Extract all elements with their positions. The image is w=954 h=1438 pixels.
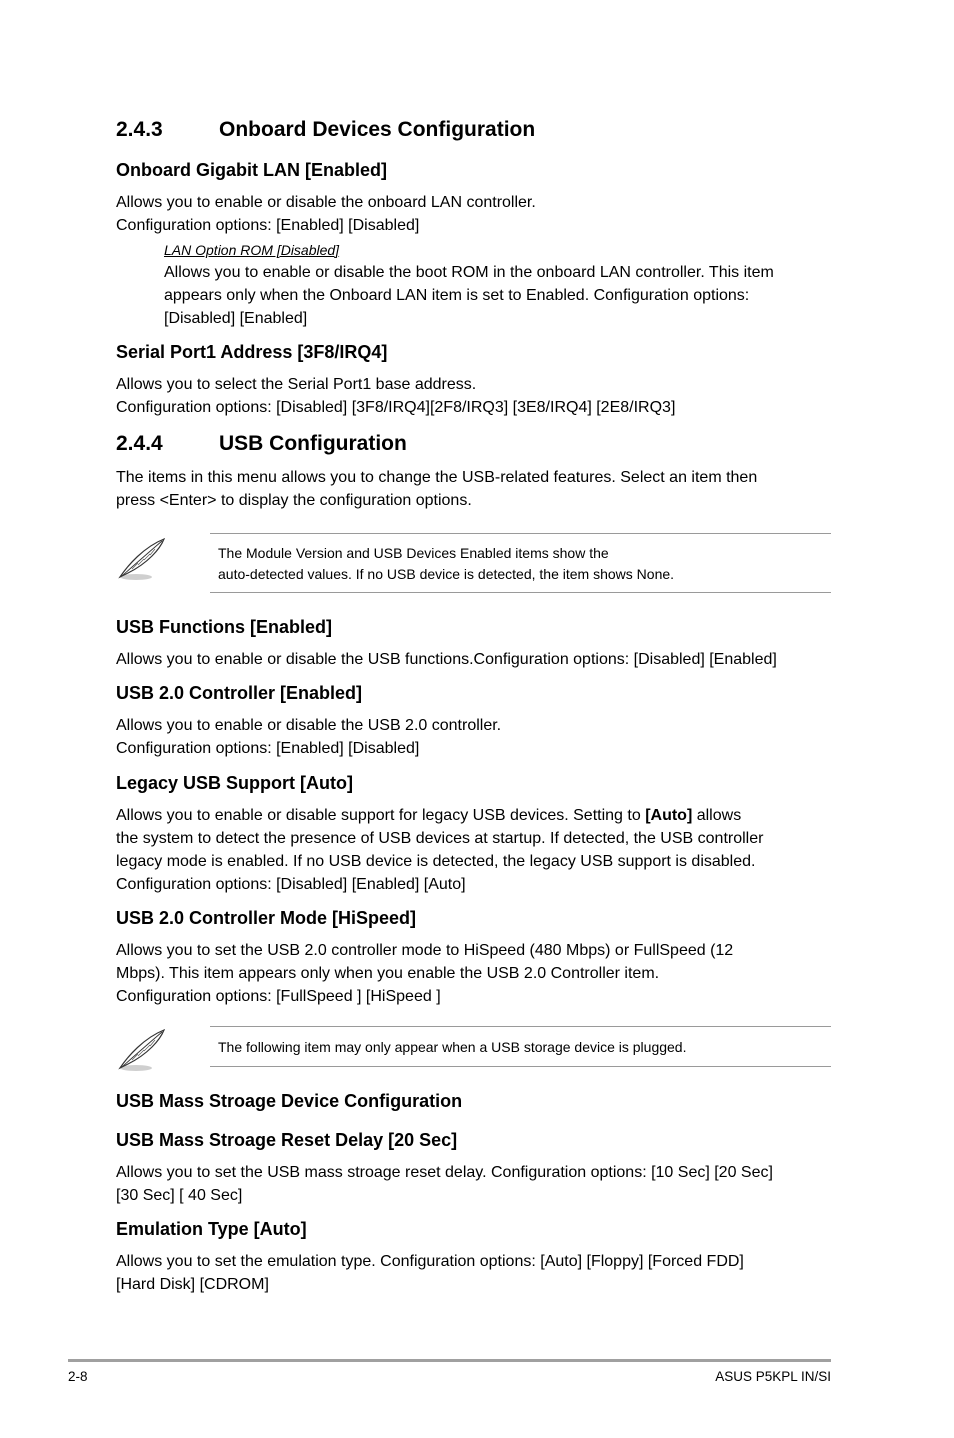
feather-quill-icon <box>114 1026 170 1074</box>
note-text-2: auto-detected values. If no USB device is detected, the item shows None. <box>218 566 675 582</box>
emulation-type-heading: Emulation Type [Auto] <box>116 1219 307 1239</box>
emulation-type-desc-1: Allows you to set the emulation type. Configuration options: [Auto] [Floppy] [Forced FDD] <box>116 1253 744 1270</box>
usb20-mode-desc-3: Configuration options: [FullSpeed ] [HiSpeed ] <box>116 988 441 1005</box>
lan-option-rom-desc-1: Allows you to enable or disable the boot ROM in the onboard LAN controller. This item <box>164 264 774 281</box>
serial-port-heading: Serial Port1 Address [3F8/IRQ4] <box>116 342 388 362</box>
usb-intro-1: The items in this menu allows you to change the USB-related features. Select an item then <box>116 469 758 486</box>
note-top-rule <box>210 1026 831 1027</box>
note-bottom-rule <box>210 1066 831 1067</box>
usb20-controller-desc-2: Configuration options: [Enabled] [Disabled] <box>116 740 420 757</box>
section-title: USB Configuration <box>219 432 407 455</box>
legacy-usb-desc-1-post: allows <box>692 807 742 824</box>
usb20-controller-heading: USB 2.0 Controller [Enabled] <box>116 683 363 703</box>
usb20-mode-desc-2: Mbps). This item appears only when you enable the USB 2.0 Controller item. <box>116 965 660 982</box>
reset-delay-desc-2: [30 Sec] [ 40 Sec] <box>116 1187 243 1204</box>
usb-functions-desc: Allows you to enable or disable the USB functions.Configuration options: [Disabled] [Enabled] <box>116 651 777 668</box>
usb-intro-2: press <Enter> to display the configuration options. <box>116 492 472 509</box>
note-top-rule <box>210 533 831 534</box>
onboard-lan-desc-1: Allows you to enable or disable the onboard LAN controller. <box>116 194 536 211</box>
legacy-usb-heading: Legacy USB Support [Auto] <box>116 773 353 793</box>
section-heading-2-4-4 <box>116 432 407 456</box>
serial-port-desc-2: Configuration options: [Disabled] [3F8/IRQ4][2F8/IRQ3] [3E8/IRQ4] [2E8/IRQ3] <box>116 399 676 416</box>
usb20-mode-heading: USB 2.0 Controller Mode [HiSpeed] <box>116 908 417 928</box>
product-name: ASUS P5KPL IN/SI <box>715 1369 831 1384</box>
page-number: 2-8 <box>68 1369 88 1384</box>
onboard-lan-heading: Onboard Gigabit LAN [Enabled] <box>116 160 387 180</box>
usb20-mode-desc-1: Allows you to set the USB 2.0 controller mode to HiSpeed (480 Mbps) or FullSpeed (12 <box>116 942 734 959</box>
mass-storage-heading: USB Mass Stroage Device Configuration <box>116 1091 463 1111</box>
legacy-usb-desc-1-pre: Allows you to enable or disable support for legacy USB devices. Setting to <box>116 807 646 824</box>
note-text: The following item may only appear when a USB storage device is plugged. <box>218 1039 687 1055</box>
reset-delay-desc-1: Allows you to set the USB mass stroage reset delay. Configuration options: [10 Sec] [20 Sec] <box>116 1164 773 1181</box>
lan-option-rom-label: LAN Option ROM [Disabled] <box>164 242 340 258</box>
usb20-controller-desc-1: Allows you to enable or disable the USB 2.0 controller. <box>116 717 502 734</box>
lan-option-rom-desc-3: [Disabled] [Enabled] <box>164 310 308 327</box>
section-number: 2.4.3 <box>116 118 163 141</box>
legacy-usb-auto-bold: [Auto] <box>645 807 693 824</box>
note-text-1: The Module Version and USB Devices Enabled items show the <box>218 545 609 561</box>
footer-rule <box>68 1359 831 1362</box>
serial-port-desc-1: Allows you to select the Serial Port1 base address. <box>116 376 477 393</box>
reset-delay-heading: USB Mass Stroage Reset Delay [20 Sec] <box>116 1130 458 1150</box>
lan-option-rom-desc-2: appears only when the Onboard LAN item is set to Enabled. Configuration options: <box>164 287 750 304</box>
onboard-lan-desc-2: Configuration options: [Enabled] [Disabled] <box>116 217 420 234</box>
note-bottom-rule <box>210 592 831 593</box>
legacy-usb-desc-1 <box>116 804 741 827</box>
legacy-usb-desc-2: the system to detect the presence of USB devices at startup. If detected, the USB controller <box>116 830 764 847</box>
legacy-usb-desc-3: legacy mode is enabled. If no USB device is detected, the legacy USB support is disabled. <box>116 853 756 870</box>
usb-functions-heading: USB Functions [Enabled] <box>116 617 332 637</box>
section-title: Onboard Devices Configuration <box>219 118 536 141</box>
section-number: 2.4.4 <box>116 432 163 455</box>
legacy-usb-desc-4: Configuration options: [Disabled] [Enabled] [Auto] <box>116 876 466 893</box>
feather-quill-icon <box>114 535 170 583</box>
section-heading-2-4-3 <box>116 118 535 142</box>
emulation-type-desc-2: [Hard Disk] [CDROM] <box>116 1276 269 1293</box>
